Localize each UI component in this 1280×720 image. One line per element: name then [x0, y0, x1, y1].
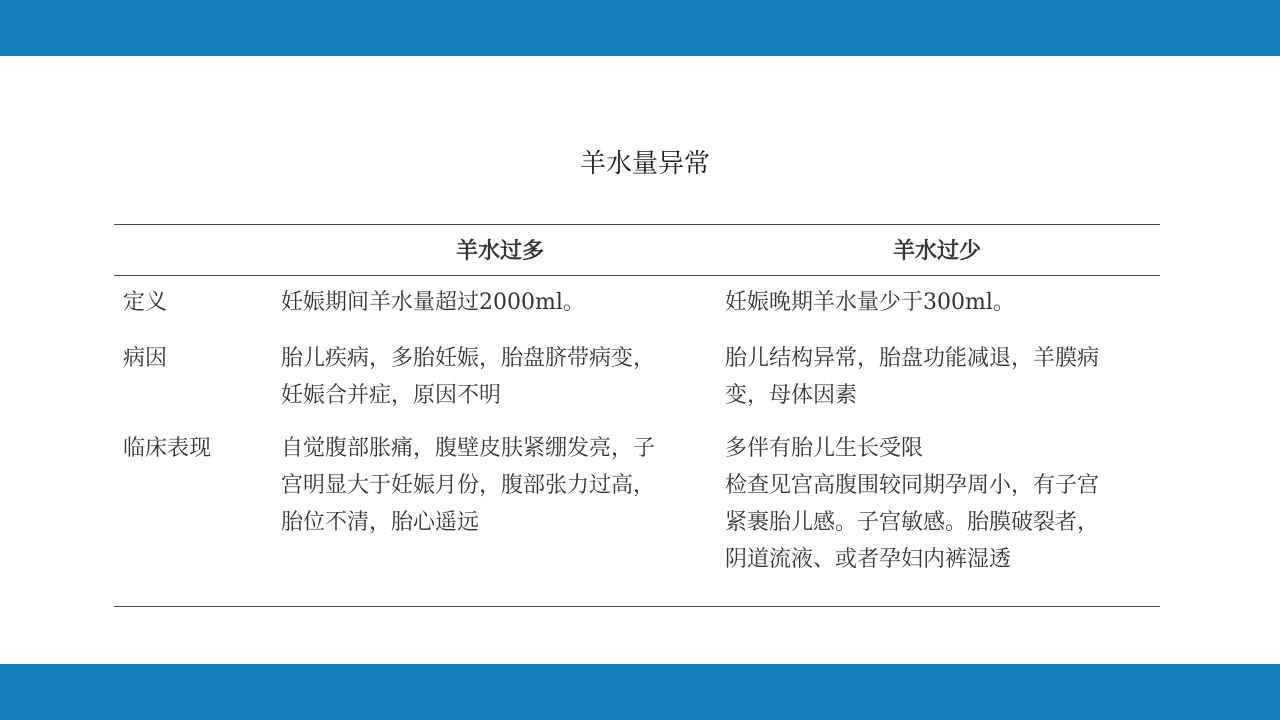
bottom-banner — [0, 664, 1280, 720]
cell-deficit — [725, 430, 1150, 578]
cell-line: 妊娠合并症，原因不明 — [281, 383, 502, 408]
cell-excess — [281, 284, 701, 321]
cell-line: 自觉腹部胀痛，腹壁皮肤紧绷发亮，子 — [281, 436, 656, 461]
cell-line: 紧裹胎儿感。子宫敏感。胎膜破裂者， — [725, 510, 1100, 535]
table-header-row — [114, 225, 1160, 276]
row-label: 定义 — [123, 290, 168, 315]
cell-line: 胎儿结构异常，胎盘功能减退，羊膜病 — [725, 346, 1100, 371]
column-header-excess: 羊水过多 — [455, 239, 544, 264]
cell-line: 变，母体因素 — [725, 383, 858, 408]
cell-line: 多伴有胎儿生长受限 — [725, 436, 924, 461]
cell-line: 妊娠期间羊水量超过2000ml。 — [281, 290, 585, 315]
row-label: 临床表现 — [123, 436, 212, 461]
table-row-cause — [114, 340, 1160, 430]
cell-line: 胎儿疾病，多胎妊娠，胎盘脐带病变， — [281, 346, 656, 371]
comparison-table — [114, 224, 1160, 607]
top-banner — [0, 0, 1280, 56]
cell-deficit — [725, 284, 1150, 321]
cell-line: 妊娠晚期羊水量少于300ml。 — [725, 290, 1015, 315]
table-row-definition — [114, 276, 1160, 340]
table-row-clinical — [114, 430, 1160, 606]
cell-line: 检查见宫高腹围较同期孕周小，有子宫 — [725, 473, 1100, 498]
cell-line: 胎位不清，胎心遥远 — [281, 510, 480, 535]
column-header-deficit: 羊水过少 — [892, 239, 981, 264]
cell-line: 阴道流液、或者孕妇内裤湿透 — [725, 547, 1012, 572]
cell-excess — [281, 340, 701, 414]
cell-deficit — [725, 340, 1150, 414]
row-label: 病因 — [123, 346, 168, 371]
cell-line: 宫明显大于妊娠月份，腹部张力过高， — [281, 473, 656, 498]
cell-excess — [281, 430, 701, 541]
slide-title: 羊水量异常 — [579, 149, 710, 179]
